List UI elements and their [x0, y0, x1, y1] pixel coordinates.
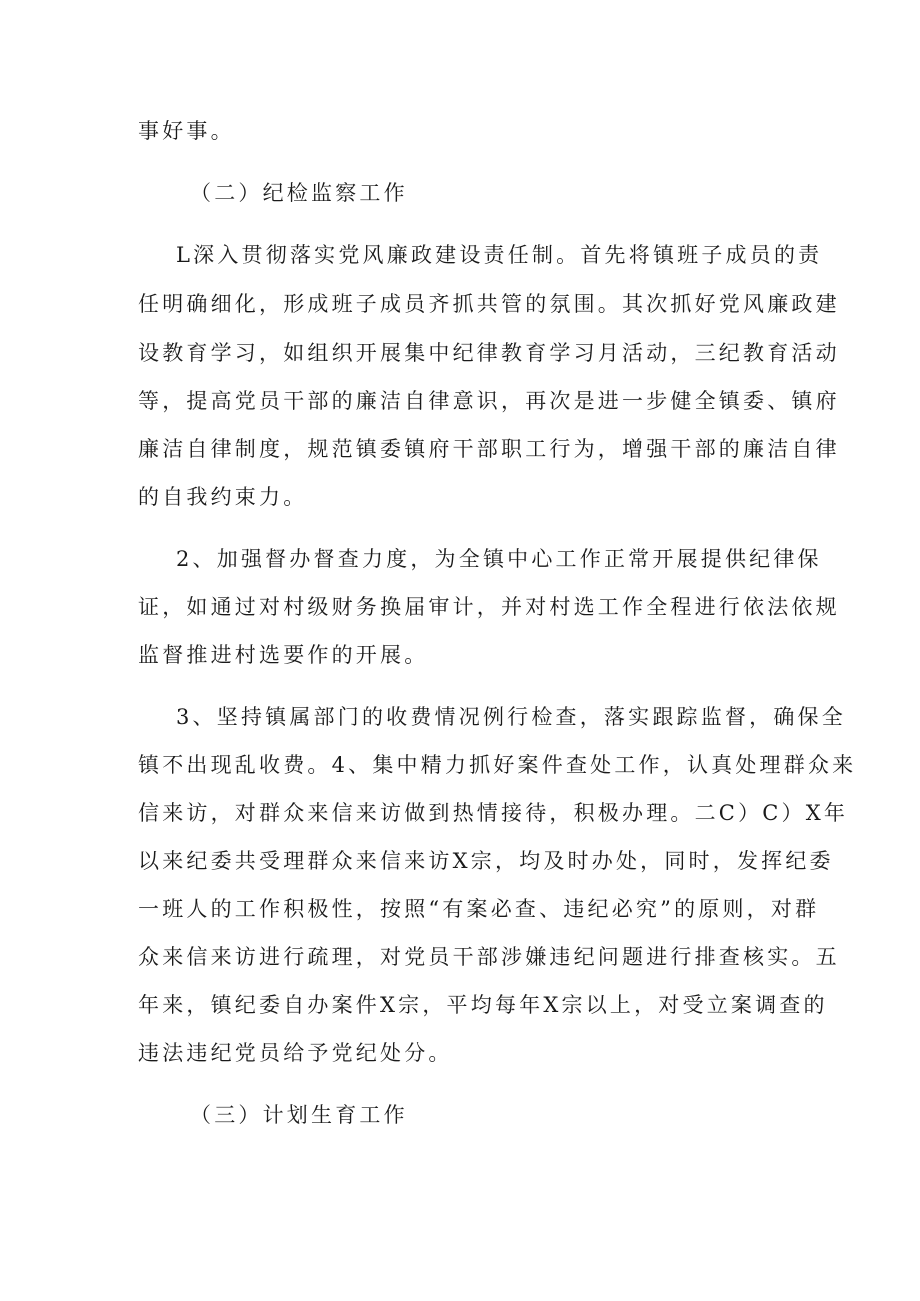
paragraph-line: 以来纪委共受理群众来信来访X宗，均及时办处，同时，发挥纪委 — [138, 849, 834, 873]
text-line: 事好事。 — [138, 119, 235, 143]
paragraph-line: 任明确细化，形成班子成员齐抓共管的氛围。其次抓好党风廉政建 — [138, 292, 840, 316]
paragraph-line: 众来信来访进行疏理，对党员干部涉嫌违纪问题进行排查核实。五 — [138, 945, 840, 969]
section-heading: （三）计划生育工作 — [190, 1103, 408, 1127]
paragraph-line: 证，如通过对村级财务换届审计，并对村选工作全程进行依法依规 — [138, 595, 840, 619]
paragraph-line: 的自我约束力。 — [138, 485, 308, 509]
paragraph-line: 镇不出现乱收费。4、集中精力抓好案件查处工作，认真处理群众来 — [138, 753, 857, 777]
paragraph-line: 信来访，对群众来信来访做到热情接待，积极办理。二C）C）X年 — [138, 801, 849, 825]
paragraph-line: 设教育学习，如组织开展集中纪律教育学习月活动，三纪教育活动 — [138, 341, 840, 365]
section-heading: （二）纪检监察工作 — [190, 181, 408, 205]
paragraph-line: 年来，镇纪委自办案件X宗，平均每年X宗以上，对受立案调查的 — [138, 993, 828, 1017]
paragraph-line: 3、坚持镇属部门的收费情况例行检查，落实跟踪监督，确保全 — [176, 705, 846, 729]
paragraph-line: 廉洁自律制度，规范镇委镇府干部职工行为，增强干部的廉洁自律 — [138, 437, 840, 461]
paragraph-line: L深入贯彻落实党风廉政建设责任制。首先将镇班子成员的责 — [176, 243, 823, 267]
paragraph-line: 等，提高党员干部的廉洁自律意识，再次是进一步健全镇委、镇府 — [138, 389, 840, 413]
paragraph-line: 一班人的工作积极性，按照“有案必查、违纪必究”的原则，对群 — [138, 897, 820, 921]
paragraph-line: 违法违纪党员给予党纪处分。 — [138, 1041, 453, 1065]
paragraph-line: 2、加强督办督查力度，为全镇中心工作正常开展提供纪律保 — [176, 547, 822, 571]
paragraph-line: 监督推进村选要作的开展。 — [138, 643, 429, 667]
